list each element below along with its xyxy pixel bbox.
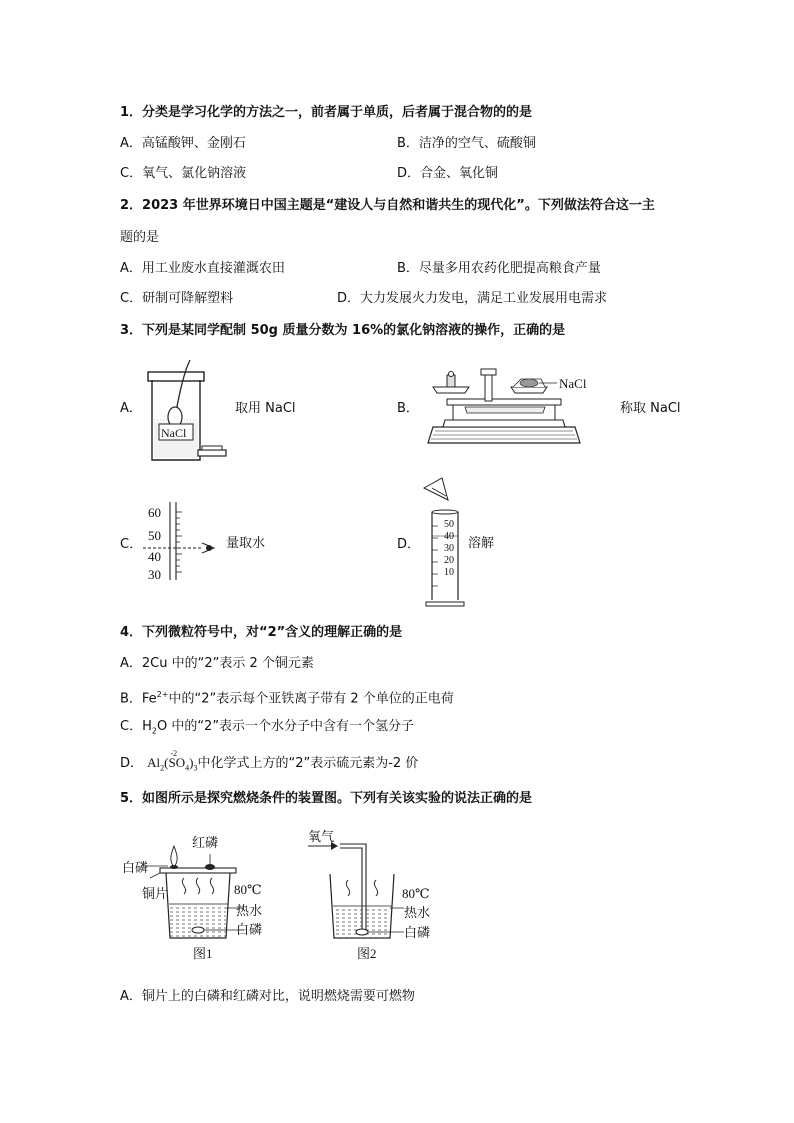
q1-option-c: C．氧气、氯化钠溶液 — [120, 166, 247, 181]
q3-option-a-caption: 取用 NaCl — [235, 401, 296, 416]
q4-d-letter: D． — [120, 756, 144, 771]
tick-60: 60 — [148, 505, 161, 520]
q3-option-d-caption: 溶解 — [468, 536, 495, 551]
fig1-white-p2-label: 白磷 — [236, 922, 263, 937]
fig2-white-p-label: 白磷 — [404, 925, 431, 940]
fig1-caption: 图1 — [193, 946, 213, 961]
d-tick-40: 40 — [444, 531, 454, 542]
q4-d-formula: $Al_2(S$ -2 $O_4)_3$ — [147, 749, 198, 773]
q5-option-a: A．铜片上的白磷和红磷对比，说明燃烧需要可燃物 — [120, 989, 415, 1004]
tick-30: 30 — [148, 567, 161, 582]
fig2-caption: 图2 — [357, 946, 377, 961]
d-tick-30: 30 — [444, 543, 454, 554]
q4-c-post: O 中的“2”表示一个水分子中含有一个氢分子 — [156, 719, 415, 734]
q1-option-a: A．高锰酸钾、金刚石 — [120, 136, 246, 151]
q3-stem: 3．下列是某同学配制 50g 质量分数为 16%的氯化钠溶液的操作，正确的是 — [120, 323, 566, 338]
q5-stem: 5．如图所示是探究燃烧条件的装置图。下列有关该实验的说法正确的是 — [120, 791, 533, 806]
fig1-white-p-label: 白磷 — [122, 860, 149, 875]
q4-option-c — [120, 718, 414, 741]
q4-d-post: 中化学式上方的“2”表示硫元素为-2 价 — [197, 756, 419, 771]
tick-50: 50 — [148, 528, 161, 543]
fig2-water-label: 热水 — [404, 905, 431, 920]
fig1-temp-label: 80℃ — [234, 882, 262, 897]
fig1-water-label: 热水 — [236, 903, 263, 918]
q1-option-b: B．洁净的空气、硫酸铜 — [397, 136, 536, 151]
q3-option-b-caption: 称取 NaCl — [620, 401, 681, 416]
q2-stem-line1: 2．2023 年世界环境日中国主题是“建设人与自然和谐共生的现代化”。下列做法符合这一主 — [120, 198, 655, 213]
reagent-jar-spoon-figure — [140, 360, 240, 460]
fig2-oxygen-label: 氧气 — [308, 829, 335, 844]
jar-label: NaCl — [161, 426, 187, 440]
d-tick-10: 10 — [444, 567, 454, 578]
q4-b-pre: B．Fe — [120, 691, 157, 707]
tick-40: 40 — [148, 549, 161, 564]
q2-option-d: D．大力发展火力发电，满足工业发展用电需求 — [337, 291, 608, 306]
q2-option-c: C．研制可降解塑料 — [120, 291, 234, 306]
pan-label: NaCl — [559, 376, 587, 391]
q2-option-b: B．尽量多用农药化肥提高粮食产量 — [397, 261, 601, 276]
q3-option-c-letter: C． — [120, 537, 143, 552]
fig1-red-p-label: 红磷 — [192, 835, 219, 850]
q4-c-sub: 2 — [151, 726, 157, 736]
q3-option-a-letter: A． — [120, 401, 142, 416]
q4-c-pre: C．H — [120, 719, 152, 734]
q4-stem: 4．下列微粒符号中，对“2”含义的理解正确的是 — [120, 625, 403, 640]
q4-option-d — [120, 749, 419, 778]
q1-option-d: D．合金、氧化铜 — [397, 166, 499, 181]
q3-option-c-caption: 量取水 — [226, 536, 266, 551]
q2-option-a: A．用工业废水直接灌溉农田 — [120, 261, 285, 276]
q4-option-a: A．2Cu 中的“2”表示 2 个铜元素 — [120, 656, 314, 671]
q2-stem-line2: 题的是 — [120, 230, 160, 245]
q3-option-d-letter: D． — [397, 537, 421, 552]
q4-b-post: 中的“2”表示每个亚铁离子带有 2 个单位的正电荷 — [168, 691, 454, 707]
q1-stem: 1．分类是学习化学的方法之一，前者属于单质，后者属于混合物的的是 — [120, 105, 533, 120]
d-tick-50: 50 — [444, 519, 454, 530]
q4-b-sup: 2+ — [156, 690, 169, 699]
d-tick-20: 20 — [444, 555, 454, 566]
fig2-temp-label: 80℃ — [402, 886, 430, 901]
q4-option-b — [120, 686, 454, 708]
q3-option-b-letter: B． — [397, 401, 419, 416]
fig1-copper-label: 铜片 — [142, 886, 169, 901]
